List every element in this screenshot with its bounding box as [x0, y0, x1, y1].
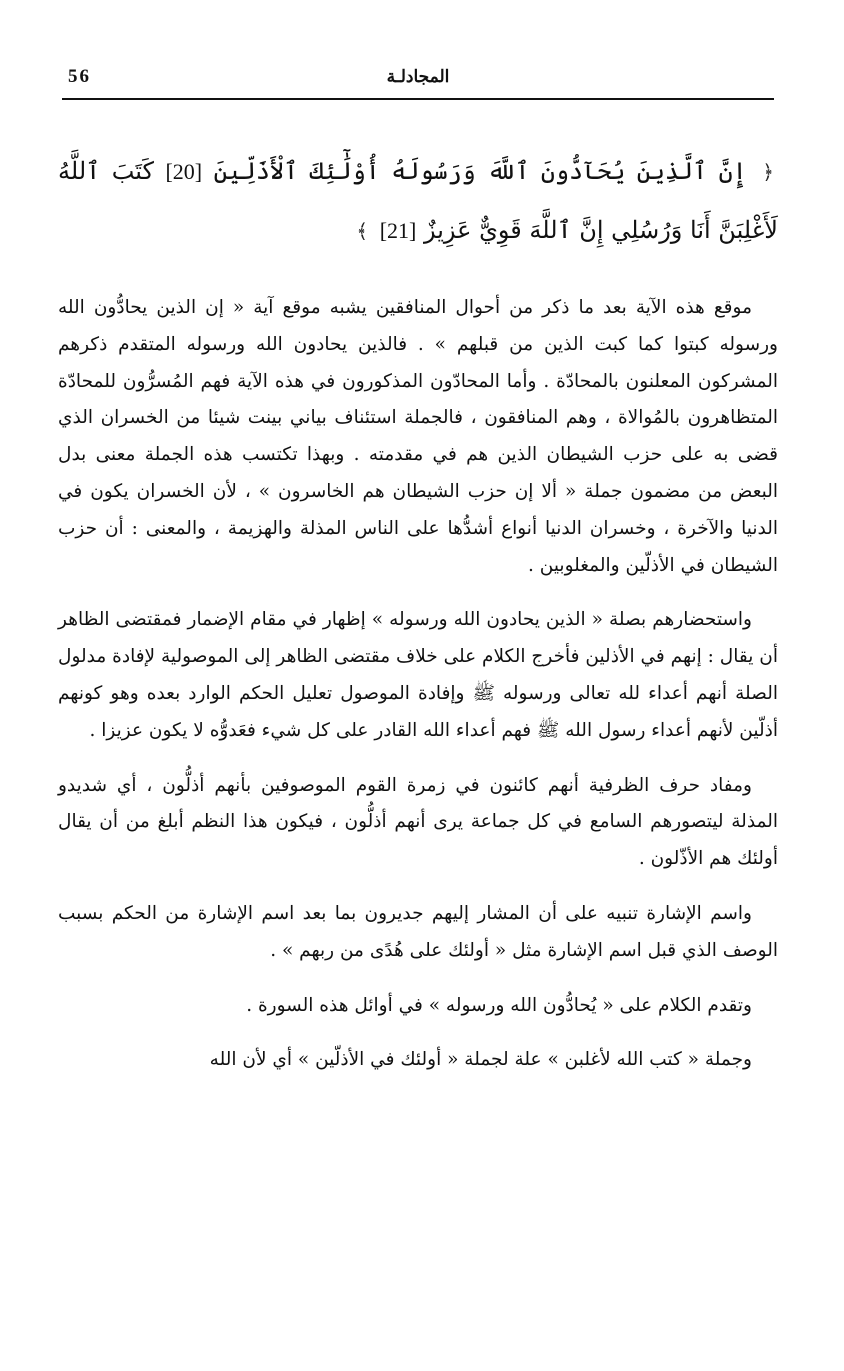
paragraph-1: موقع هذه الآية بعد ما ذكر من أحوال المنافقين يشبه موقع آية « إن الذين يحادُّون الله ورسوله كبتوا كما كبت الذين من قبلهم » . فالذين يحادون الله ورسوله المتقدم ذكرهم المشركون المعلنون بالمحادّة . وأما المحادّون المذكورون في هذه الآية فهم المُسرُّون للمحادّة المتظاهرون بالمُوالاة ، وهم المنافقون ، فالجملة استئناف بياني بينت شيئا من الخسران الذي قضى به على حزب الشيطان الذين هم في مقدمته . وبهذا تكتسب هذه الجملة معنى بدل البعض من مضمون جملة « ألا إن حزب الشيطان هم الخاسرون » ، لأن الخسران يكون في الدنيا والآخرة ، وخسران الدنيا أنواع أشدُّها على الناس المذلة والهزيمة ، والمعنى : أن حزب الشيطان في الأذلّين والمغلوبين . — [58, 297, 778, 576]
quran-verse-block — [58, 142, 778, 260]
paragraph-3: ومفاد حرف الظرفية أنهم كائنون في زمرة القوم الموصوفين بأنهم أذلُّون ، أي شديدو المذلة ليتصورهم السامع في كل جماعة يرى أنهم أذلُّون ، فيكون هذا النظم أبلغ من أن يقال أولئك هم الأذّلون . — [58, 774, 778, 870]
paragraph-2: واستحضارهم بصلة « الذين يحادون الله ورسوله » إظهار في مقام الإضمار فمقتضى الظاهر أن يقال : إنهم في الأذلين فأخرج الكلام على خلاف مقتضى الظاهر إلى الموصولية لإفادة مدلول الصلة أنهم أعداء لله تعالى ورسوله ﷺ وإفادة الموصول تعليل الحكم الوارد بعده وهو كونهم أذلّين لأنهم أعداء رسول الله ﷺ فهم أعداء الله القادر على كل شيء فعَدوُّه لا يكون عزيزا . — [58, 609, 778, 741]
header-rule — [62, 98, 774, 100]
quran-open-ornament: ﴿ — [762, 160, 774, 184]
paragraph-4: واسم الإشارة تنبيه على أن المشار إليهم جديرون بما بعد اسم الإشارة من الحكم بسبب الوصف الذي قبل اسم الإشارة مثل « أولئك على هُدًى من ربهم » . — [58, 902, 778, 961]
quran-verse-21-text: كَتَبَ ٱللَّهُ لَأَغْلِبَنَّ أَنَا وَرُسُلِي إِنَّ ٱللَّهَ قَوِيٌّ عَزِيزٌ — [58, 157, 778, 244]
commentary-body — [58, 290, 778, 1097]
paragraph-6: وجملة « كتب الله لأغلبن » علة لجملة « أولئك في الأذلّين » أي لأن الله — [209, 1049, 752, 1071]
page-number: 56 — [68, 66, 91, 87]
verse-number-21: [21] — [379, 218, 417, 243]
running-title: المجادلـة — [386, 67, 450, 87]
quran-verse-20-text: إِنَّ ٱلَّذِينَ يُحَآدُّونَ ٱللَّهَ وَرَسُولَهُ أُوْلَٰٓئِكَ ٱلْأَذَلِّينَ — [213, 157, 747, 185]
verse-number-20: [20] — [165, 159, 203, 184]
page-header — [62, 60, 774, 100]
quran-close-ornament: ﴾ — [356, 219, 369, 243]
paragraph-5: وتقدم الكلام على « يُحادُّون الله ورسوله » في أوائل هذه السورة . — [246, 994, 752, 1016]
